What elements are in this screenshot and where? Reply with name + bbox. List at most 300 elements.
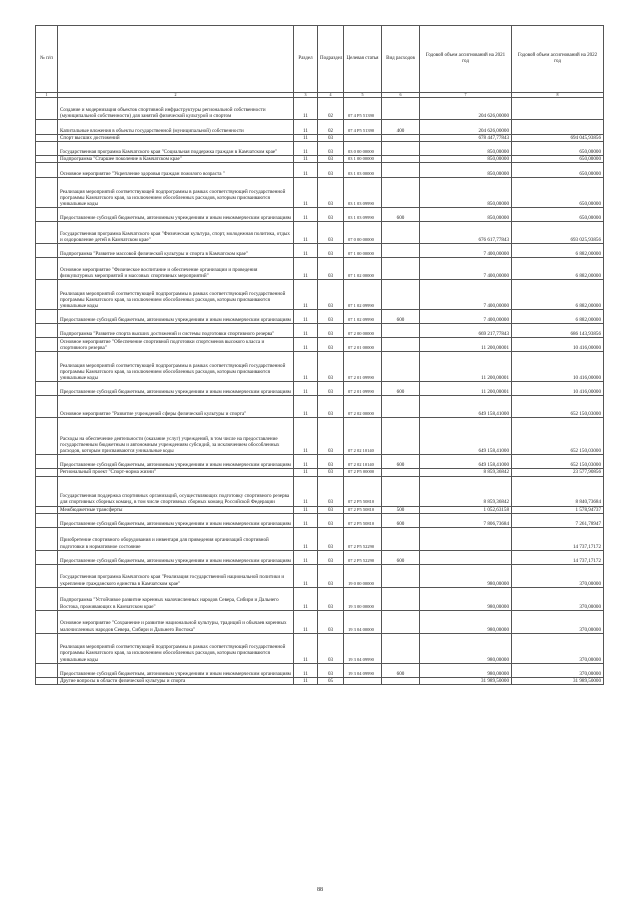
row-name: Реализация мероприятий соответствующей подпрограммы в рамках соответствующей государственной программы Камчатского края, за исключением обособленных расходов, которым присваиваются уникальные коды (58, 178, 294, 208)
row-name: Реализация мероприятий соответствующей подпрограммы в рамках соответствующей государственной программы Камчатского края, за исключением обособленных расходов, которым присваиваются уникальные коды (58, 280, 294, 310)
table-row (36, 156, 604, 163)
amount-2022: 370,00000 (512, 633, 604, 663)
amount-2021: 980,00000 (420, 633, 512, 663)
podrazdel-cell: 03 (318, 244, 344, 258)
csr-cell: 07 2 P5 50810 (344, 513, 382, 527)
csr-cell: 07 2 01 09990 (344, 382, 382, 396)
table-row (36, 338, 604, 352)
csr-cell: 07 2 02 00000 (344, 396, 382, 418)
podrazdel-cell: 03 (318, 338, 344, 352)
amount-2021: 669 217,77843 (420, 324, 512, 338)
row-name: Основное мероприятие "Сохранение и развитие национальной культуры, традиций и обычаев коренных малочисленных народов Севера, Сибири и Дальнего Востока" (58, 610, 294, 633)
num-cell (36, 455, 58, 469)
num-cell (36, 338, 58, 352)
podrazdel-cell: 03 (318, 222, 344, 244)
csr-cell: 07 2 02 10140 (344, 418, 382, 455)
csr-cell: 03 0 00 00000 (344, 142, 382, 156)
amount-2022: 8 840,73684 (512, 476, 604, 506)
table-row (36, 310, 604, 324)
row-name: Государственная программа Камчатского края "Физическая культура, спорт, молодежная политика, отдых и оздоровление детей в Камчатском крае" (58, 222, 294, 244)
row-name: Спорт высших достижений (58, 135, 294, 142)
csr-cell: 07 2 01 09990 (344, 352, 382, 382)
amount-2021 (420, 550, 512, 564)
amount-2021: 8 859,36842 (420, 469, 512, 476)
amount-2021: 11 200,00001 (420, 338, 512, 352)
amount-2021: 7 806,73684 (420, 513, 512, 527)
vr-cell (382, 338, 420, 352)
csr-cell: 19 3 04 09990 (344, 663, 382, 677)
amount-2021: 980,00000 (420, 610, 512, 633)
num-cell (36, 135, 58, 142)
vr-cell: 600 (382, 208, 420, 222)
row-name: Предоставление субсидий бюджетным, автономным учреждениям и иным некоммерческим организациям (58, 208, 294, 222)
csr-cell: 19 3 04 09990 (344, 633, 382, 663)
amount-2021: 7 400,00000 (420, 258, 512, 280)
vr-cell (382, 156, 420, 163)
header-name (58, 26, 294, 93)
razdel-cell: 11 (294, 208, 318, 222)
num-cell (36, 258, 58, 280)
podrazdel-cell: 03 (318, 476, 344, 506)
razdel-cell: 11 (294, 469, 318, 476)
amount-2022: 650,00000 (512, 156, 604, 163)
num-cell (36, 120, 58, 135)
razdel-cell: 11 (294, 352, 318, 382)
csr-cell: 07 1 02 00000 (344, 258, 382, 280)
header-podrazdel: Подраздел (318, 26, 344, 93)
vr-cell: 600 (382, 663, 420, 677)
amount-2021: 850,00000 (420, 178, 512, 208)
csr-cell: 19 3 04 00000 (344, 610, 382, 633)
header-csr: Целевая статья (344, 26, 382, 93)
csr-cell: 03 1 00 00000 (344, 156, 382, 163)
table-row (36, 663, 604, 677)
razdel-cell: 11 (294, 382, 318, 396)
amount-2022: 7 261,78947 (512, 513, 604, 527)
amount-2021: 1 052,63158 (420, 506, 512, 513)
csr-cell: 19 3 00 00000 (344, 587, 382, 610)
razdel-cell: 11 (294, 513, 318, 527)
amount-2022: 14 737,17172 (512, 527, 604, 550)
vr-cell (382, 163, 420, 178)
razdel-cell: 11 (294, 633, 318, 663)
razdel-cell: 11 (294, 564, 318, 587)
num-cell (36, 587, 58, 610)
table-row (36, 163, 604, 178)
row-name: Предоставление субсидий бюджетным, автономным учреждениям и иным некоммерческим организациям (58, 310, 294, 324)
vr-cell (382, 476, 420, 506)
csr-cell (344, 677, 382, 684)
razdel-cell: 11 (294, 156, 318, 163)
amount-2022: 10 416,00000 (512, 382, 604, 396)
colnum: 7 (420, 93, 512, 98)
razdel-cell: 11 (294, 677, 318, 684)
podrazdel-cell: 03 (318, 156, 344, 163)
colnum: 1 (36, 93, 58, 98)
colnum: 4 (318, 93, 344, 98)
header-razdel: Раздел (294, 26, 318, 93)
csr-cell: 03 1 03 00000 (344, 163, 382, 178)
num-cell (36, 156, 58, 163)
csr-cell: 03 1 03 09990 (344, 208, 382, 222)
table-row (36, 455, 604, 469)
num-cell (36, 550, 58, 564)
num-cell (36, 677, 58, 684)
csr-cell (344, 135, 382, 142)
colnum: 3 (294, 93, 318, 98)
row-name: Подпрограмма "Развитие спорта высших достижений и системы подготовки спортивного резерва" (58, 324, 294, 338)
vr-cell (382, 418, 420, 455)
csr-cell: 07 1 02 09990 (344, 280, 382, 310)
amount-2021: 649 158,41000 (420, 396, 512, 418)
podrazdel-cell: 03 (318, 352, 344, 382)
table-row (36, 506, 604, 513)
podrazdel-cell: 03 (318, 564, 344, 587)
csr-cell: 07 1 00 00000 (344, 244, 382, 258)
row-name: Подпрограмма "Устойчивое развитие коренных малочисленных народов Севера, Сибири и Дальнего Востока, проживающих в Камчатском крае" (58, 587, 294, 610)
podrazdel-cell: 03 (318, 513, 344, 527)
row-name: Основное мероприятие "Развитие учреждений сферы физической культуры и спорта" (58, 396, 294, 418)
vr-cell (382, 222, 420, 244)
razdel-cell: 11 (294, 98, 318, 120)
table-row (36, 677, 604, 684)
razdel-cell: 11 (294, 324, 318, 338)
csr-cell: 07 1 02 09990 (344, 310, 382, 324)
razdel-cell: 11 (294, 338, 318, 352)
table-body (36, 98, 604, 685)
podrazdel-cell: 03 (318, 163, 344, 178)
vr-cell: 500 (382, 506, 420, 513)
razdel-cell: 11 (294, 244, 318, 258)
amount-2022: 650,00000 (512, 208, 604, 222)
amount-2021: 850,00000 (420, 208, 512, 222)
podrazdel-cell: 03 (318, 396, 344, 418)
vr-cell (382, 396, 420, 418)
podrazdel-cell: 03 (318, 663, 344, 677)
amount-2021: 980,00000 (420, 663, 512, 677)
amount-2021: 7 400,00000 (420, 244, 512, 258)
table-row (36, 396, 604, 418)
podrazdel-cell: 03 (318, 550, 344, 564)
vr-cell (382, 587, 420, 610)
amount-2022: 652 150,03000 (512, 418, 604, 455)
num-cell (36, 469, 58, 476)
amount-2022: 650,00000 (512, 163, 604, 178)
num-cell (36, 163, 58, 178)
razdel-cell: 11 (294, 310, 318, 324)
num-cell (36, 527, 58, 550)
podrazdel-cell: 03 (318, 142, 344, 156)
num-cell (36, 476, 58, 506)
table-row (36, 587, 604, 610)
num-cell (36, 513, 58, 527)
amount-2021: 7 400,00000 (420, 280, 512, 310)
vr-cell (382, 324, 420, 338)
num-cell (36, 280, 58, 310)
colnum: 5 (344, 93, 382, 98)
amount-2022: 686 143,93856 (512, 324, 604, 338)
header-2022: Годовой объем ассигнований на 2022 год (512, 26, 604, 93)
num-cell (36, 142, 58, 156)
amount-2021: 11 200,00001 (420, 352, 512, 382)
amount-2022: 14 737,17172 (512, 550, 604, 564)
amount-2021: 7 400,00000 (420, 310, 512, 324)
podrazdel-cell: 03 (318, 506, 344, 513)
razdel-cell: 11 (294, 120, 318, 135)
vr-cell: 600 (382, 310, 420, 324)
row-name: Государственная поддержка спортивных организаций, осуществляющих подготовку спортивного резерва для спортивных сборных команд, в том числе спортивных сборных команд Российской Федерации (58, 476, 294, 506)
podrazdel-cell: 03 (318, 135, 344, 142)
podrazdel-cell: 03 (318, 455, 344, 469)
num-cell (36, 564, 58, 587)
vr-cell (382, 244, 420, 258)
num-cell (36, 208, 58, 222)
vr-cell (382, 527, 420, 550)
table-row (36, 222, 604, 244)
table-row (36, 258, 604, 280)
table-row (36, 469, 604, 476)
amount-2021: 980,00000 (420, 587, 512, 610)
row-name: Основное мероприятие "Укрепление здоровья граждан пожилого возраста " (58, 163, 294, 178)
amount-2021 (420, 527, 512, 550)
num-cell (36, 418, 58, 455)
razdel-cell: 11 (294, 178, 318, 208)
amount-2022: 650,00000 (512, 178, 604, 208)
num-cell (36, 610, 58, 633)
table-row (36, 527, 604, 550)
razdel-cell: 11 (294, 222, 318, 244)
table-row (36, 513, 604, 527)
vr-cell (382, 258, 420, 280)
amount-2022: 650,00000 (512, 142, 604, 156)
row-name: Предоставление субсидий бюджетным, автономным учреждениям и иным некоммерческим организациям (58, 455, 294, 469)
razdel-cell: 11 (294, 142, 318, 156)
podrazdel-cell: 03 (318, 178, 344, 208)
row-name: Предоставление субсидий бюджетным, автономным учреждениям и иным некоммерческим организациям (58, 550, 294, 564)
num-cell (36, 178, 58, 208)
podrazdel-cell: 03 (318, 527, 344, 550)
num-cell (36, 324, 58, 338)
num-cell (36, 98, 58, 120)
table-row (36, 324, 604, 338)
podrazdel-cell: 03 (318, 310, 344, 324)
csr-cell: 07 2 P5 50810 (344, 506, 382, 513)
row-name: Приобретение спортивного оборудования и инвентаря для приведения организаций спортивной подготовки в нормативное состояние (58, 527, 294, 550)
amount-2021: 980,00000 (420, 564, 512, 587)
row-name: Создание и модернизация объектов спортивной инфраструктуры региональной собственности (муниципальной собственности) для занятий физической культурой и спортом (58, 98, 294, 120)
vr-cell (382, 633, 420, 663)
csr-cell: 07 4 P5 51390 (344, 98, 382, 120)
table-row (36, 564, 604, 587)
table-row (36, 610, 604, 633)
header-vr: Вид расходов (382, 26, 420, 93)
table-row (36, 244, 604, 258)
amount-2022: 370,00000 (512, 663, 604, 677)
amount-2022 (512, 98, 604, 120)
num-cell (36, 310, 58, 324)
amount-2022: 693 025,93856 (512, 222, 604, 244)
row-name: Предоставление субсидий бюджетным, автономным учреждениям и иным некоммерческим организациям (58, 663, 294, 677)
podrazdel-cell: 02 (318, 98, 344, 120)
amount-2021: 649 158,41000 (420, 455, 512, 469)
num-cell (36, 382, 58, 396)
vr-cell (382, 352, 420, 382)
row-name: Реализация мероприятий соответствующей подпрограммы в рамках соответствующей государственной программы Камчатского края, за исключением обособленных расходов, которым присваиваются уникальные коды (58, 352, 294, 382)
razdel-cell: 11 (294, 587, 318, 610)
row-name: Государственная программа Камчатского края "Социальная поддержка граждан в Камчатском крае" (58, 142, 294, 156)
razdel-cell: 11 (294, 135, 318, 142)
razdel-cell: 11 (294, 280, 318, 310)
amount-2022: 370,00000 (512, 564, 604, 587)
razdel-cell: 11 (294, 455, 318, 469)
vr-cell (382, 98, 420, 120)
amount-2022: 652 150,03000 (512, 455, 604, 469)
vr-cell: 600 (382, 382, 420, 396)
colnum: 8 (512, 93, 604, 98)
razdel-cell: 11 (294, 610, 318, 633)
vr-cell: 600 (382, 550, 420, 564)
colnum: 6 (382, 93, 420, 98)
table-row (36, 178, 604, 208)
table-row (36, 98, 604, 120)
csr-cell: 07 2 02 10140 (344, 455, 382, 469)
amount-2021: 678 447,77843 (420, 135, 512, 142)
csr-cell: 07 2 P5 00000 (344, 469, 382, 476)
podrazdel-cell: 03 (318, 324, 344, 338)
amount-2021: 8 859,36842 (420, 476, 512, 506)
num-cell (36, 633, 58, 663)
header-2021: Годовой объем ассигнований на 2021 год (420, 26, 512, 93)
amount-2022: 6 882,00000 (512, 280, 604, 310)
csr-cell: 07 2 P5 52290 (344, 550, 382, 564)
amount-2022: 31 989,50000 (512, 677, 604, 684)
table-row (36, 142, 604, 156)
amount-2022 (512, 120, 604, 135)
amount-2022: 652 150,03000 (512, 396, 604, 418)
amount-2022: 6 882,00000 (512, 244, 604, 258)
amount-2022: 1 578,94737 (512, 506, 604, 513)
vr-cell (382, 280, 420, 310)
table-row (36, 476, 604, 506)
amount-2022: 370,00000 (512, 587, 604, 610)
amount-2022: 370,00000 (512, 610, 604, 633)
table-row (36, 418, 604, 455)
num-cell (36, 244, 58, 258)
amount-2021: 204 626,00000 (420, 120, 512, 135)
num-cell (36, 663, 58, 677)
table-row (36, 382, 604, 396)
amount-2021: 850,00000 (420, 163, 512, 178)
vr-cell: 400 (382, 120, 420, 135)
row-name: Подпрограмма "Развитие массовой физической культуры и спорта в Камчатском крае" (58, 244, 294, 258)
razdel-cell: 11 (294, 527, 318, 550)
amount-2021: 850,00000 (420, 156, 512, 163)
row-name: Межбюджетные трансферты (58, 506, 294, 513)
razdel-cell: 11 (294, 550, 318, 564)
vr-cell (382, 610, 420, 633)
podrazdel-cell: 03 (318, 469, 344, 476)
table-row (36, 633, 604, 663)
colnum: 2 (58, 93, 294, 98)
row-name: Предоставление субсидий бюджетным, автономным учреждениям и иным некоммерческим организациям (58, 513, 294, 527)
csr-cell: 07 2 P5 52290 (344, 527, 382, 550)
podrazdel-cell: 03 (318, 382, 344, 396)
table-row (36, 550, 604, 564)
csr-cell: 07 4 P5 51390 (344, 120, 382, 135)
table-row (36, 208, 604, 222)
row-name: Государственная программа Камчатского края "Реализация государственной национальной политики и укрепление гражданского единства в Камчатском крае" (58, 564, 294, 587)
csr-cell: 07 2 00 00000 (344, 324, 382, 338)
row-name: Региональный проект "Спорт-норма жизни" (58, 469, 294, 476)
podrazdel-cell: 03 (318, 610, 344, 633)
row-name: Подпрограмма "Старшее поколение в Камчатском крае" (58, 156, 294, 163)
vr-cell (382, 178, 420, 208)
vr-cell (382, 135, 420, 142)
row-name: Предоставление субсидий бюджетным, автономным учреждениям и иным некоммерческим организациям (58, 382, 294, 396)
podrazdel-cell: 03 (318, 280, 344, 310)
table-row (36, 120, 604, 135)
vr-cell: 600 (382, 513, 420, 527)
razdel-cell: 11 (294, 418, 318, 455)
amount-2021: 649 158,41000 (420, 418, 512, 455)
podrazdel-cell: 03 (318, 633, 344, 663)
vr-cell (382, 142, 420, 156)
amount-2022: 6 882,00000 (512, 310, 604, 324)
amount-2021: 204 626,00000 (420, 98, 512, 120)
razdel-cell: 11 (294, 163, 318, 178)
amount-2022: 6 882,00000 (512, 258, 604, 280)
table-row (36, 352, 604, 382)
budget-table (35, 25, 604, 685)
amount-2021: 31 989,50000 (420, 677, 512, 684)
csr-cell: 19 0 00 00000 (344, 564, 382, 587)
csr-cell: 07 2 P5 50810 (344, 476, 382, 506)
table-row (36, 135, 604, 142)
razdel-cell: 11 (294, 476, 318, 506)
razdel-cell: 11 (294, 396, 318, 418)
razdel-cell: 11 (294, 663, 318, 677)
amount-2022: 694 045,93856 (512, 135, 604, 142)
vr-cell (382, 677, 420, 684)
num-cell (36, 222, 58, 244)
row-name: Другие вопросы в области физической культуры и спорта (58, 677, 294, 684)
csr-cell: 07 2 01 00000 (344, 338, 382, 352)
table-row (36, 280, 604, 310)
csr-cell: 07 0 00 00000 (344, 222, 382, 244)
row-name: Расходы на обеспечение деятельности (оказание услуг) учреждений, в том числе на предоставление государственным бюджетным и автономным учреждениям субсидий, за исключением обособленных расходов, которым присваиваются уникальные коды (58, 418, 294, 455)
amount-2021: 850,00000 (420, 142, 512, 156)
num-cell (36, 506, 58, 513)
podrazdel-cell: 05 (318, 677, 344, 684)
vr-cell: 600 (382, 455, 420, 469)
podrazdel-cell: 03 (318, 258, 344, 280)
podrazdel-cell: 03 (318, 587, 344, 610)
amount-2022: 10 416,00000 (512, 352, 604, 382)
num-cell (36, 352, 58, 382)
row-name: Основное мероприятие "Физическое воспитание и обеспечение организации и проведения физкультурных мероприятий и массовых спортивных мероприятий" (58, 258, 294, 280)
row-name: Реализация мероприятий соответствующей подпрограммы в рамках соответствующей государственной программы Камчатского края, за исключением обособленных расходов, которым присваиваются уникальные коды (58, 633, 294, 663)
amount-2021: 676 617,77843 (420, 222, 512, 244)
amount-2022: 10 416,00000 (512, 338, 604, 352)
podrazdel-cell: 03 (318, 418, 344, 455)
amount-2021: 11 200,00001 (420, 382, 512, 396)
razdel-cell: 11 (294, 506, 318, 513)
num-cell (36, 396, 58, 418)
row-name: Капитальные вложения в объекты государственной (муниципальной) собственности (58, 120, 294, 135)
table-header (36, 26, 604, 93)
podrazdel-cell: 03 (318, 208, 344, 222)
page-number: 88 (317, 887, 323, 893)
